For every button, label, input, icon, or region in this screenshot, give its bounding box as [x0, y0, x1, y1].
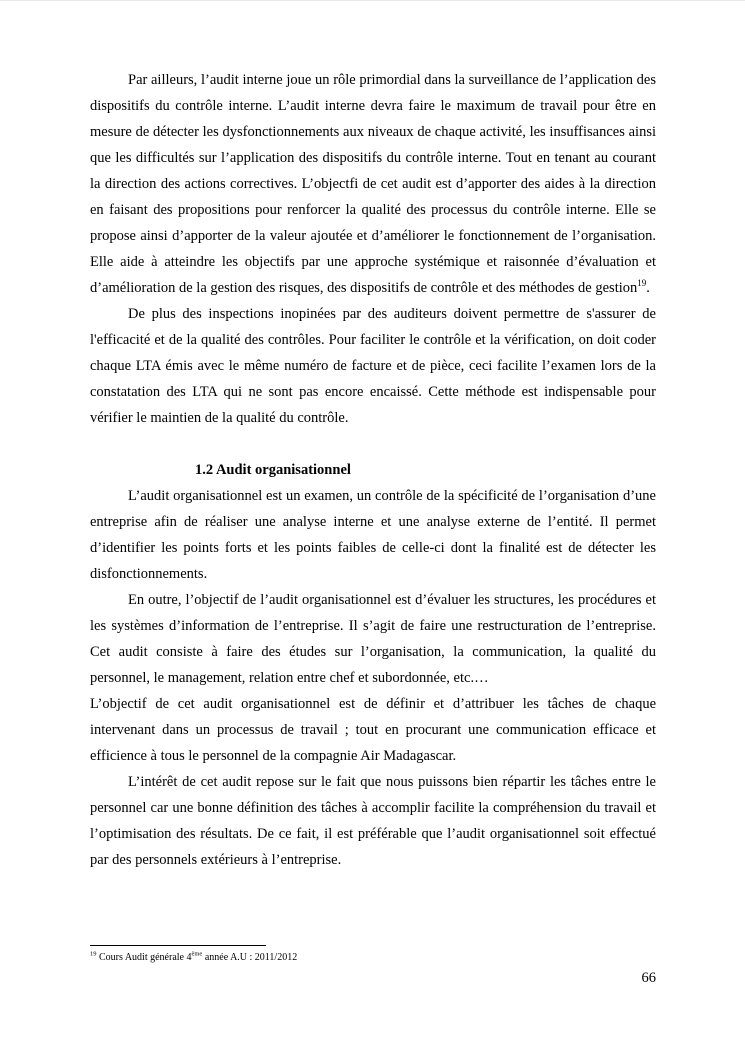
paragraph-interet-audit: L’intérêt de cet audit repose sur le fait que nous puissons bien répartir les tâches entre le personnel car une bonne définition des tâches à accomplir facilite la compréhension du travail et l’optimisation des résultats. De ce fait, il est préférable que l’audit organisationnel soit effectué par des personnels extérieurs à l’entreprise. [90, 774, 656, 868]
footnote-19-text-after: année A.U : 2011/2012 [202, 952, 298, 963]
text-block [90, 67, 656, 873]
paragraph-audit-interne-period: . [646, 280, 650, 296]
footnote-area [90, 945, 656, 964]
footnote-ref-19: 19 [637, 278, 647, 289]
paragraph-objectif-audit: En outre, l’objectif de l’audit organisationnel est d’évaluer les structures, les procédures et les systèmes d’information de l’entreprise. Il s’agit de faire une restructuration de l’entreprise. Cet audit consiste à faire des études sur l’organisation, la communication, la qualité du personnel, le management, relation entre chef et subordonnée, etc.… [90, 592, 656, 686]
paragraph-audit-interne-text: Par ailleurs, l’audit interne joue un rôle primordial dans la surveillance de l’application des dispositifs du contrôle interne. L’audit interne devra faire le maximum de travail pour être en mesure de détecter les dysfonctionnements aux niveaux de chaque activité, les insuffisances ainsi que les difficultés sur l’application des dispositifs du contrôle interne. Tout en tenant au courant la direction des actions correctives. L’objectfi de cet audit est d’apporter des aides à la direction en faisant des propositions pour renforcer la qualité des processus du contrôle interne. Elle se propose ainsi d’apporter de la valeur ajoutée et d’améliorer le fonctionnement de l’organisation. Elle aide à atteindre les objectifs par une approche systémique et raisonnée d’évaluation et d’amélioration de la gestion des risques, des dispositifs de contrôle et des méthodes de gestion [90, 72, 656, 296]
footnote-19-marker: 19 [90, 950, 97, 958]
section-heading-audit-organisationnel: 1.2 Audit organisationnel [195, 462, 351, 478]
page-number: 66 [641, 970, 656, 986]
footnote-19 [90, 951, 656, 964]
footnote-19-sup-eme: ème [191, 950, 203, 958]
paragraph-objectif-suite: L’objectif de cet audit organisationnel est de définir et d’attribuer les tâches de chaque intervenant dans un processus de travail ; tout en procurant une communication efficace et efficience à tous le personnel de la compagnie Air Madagascar. [90, 696, 656, 764]
paragraph-audit-interne [90, 67, 656, 301]
footnote-19-text: Cours Audit générale 4 [96, 952, 192, 963]
footnote-separator-rule [90, 945, 266, 946]
paragraph-inspections: De plus des inspections inopinées par des auditeurs doivent permettre de s'assurer de l'efficacité et de la qualité des contrôles. Pour faciliter le contrôle et la vérification, on doit coder chaque LTA émis avec le même numéro de facture et de pièce, ceci facilite l’examen lors de la constatation des LTA qui ne sont pas encore encaissé. Cette méthode est indispensable pour vérifier le maintien de la qualité du contrôle. [90, 306, 656, 426]
paragraph-definition-audit-organisationnel: L’audit organisationnel est un examen, un contrôle de la spécificité de l’organisation d’une entreprise afin de réaliser une analyse interne et une analyse externe de l’entité. Il permet d’identifier les points forts et les points faibles de celle-ci dont la finalité est de détecter les disfonctionnements. [90, 488, 656, 582]
